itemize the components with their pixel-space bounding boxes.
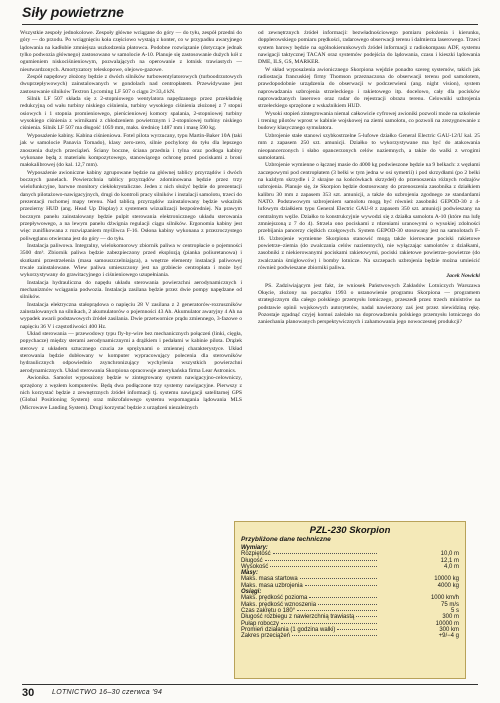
spec-value: 300 km	[439, 626, 459, 633]
dot-leader	[305, 585, 377, 586]
spec-value: 300 m	[442, 614, 459, 621]
dot-leader	[270, 566, 377, 567]
article-paragraph: od zewnętrznych źródeł informacji: bezwładnościowego pomiaru położenia i kierunku, dopplerowskiego pomiaru prędkości, radarowego obserwacji terenu i dalmierza laserowego. Trzeci system barowy będzie na ogólnokierunkowych źródeł informacji z radiokompasu ADF, systemu nawigacji taktycznej TACAN oraz systemów podejścia do lądowania, czasu i kieszki lądowania DME, ILS, GS, MARKER.	[258, 30, 480, 66]
article-paragraph: Instalacja hydrauliczna do napędu układu sterowania powierzchni aerodynamicznych i mechanizmów wciągania podwozia. Instalacja zasilana będzie przez dwie pompy napędzane od silników.	[20, 279, 242, 301]
spec-value: 4,0 m	[443, 563, 459, 570]
article-paragraph: Instalacja paliwowa. Integralny, wielokomorowy zbiornik paliwa w centropłacie o pojemności 3500 dm³. Zbiornik paliwa będzie zabezpieczony przed eksplozją (pianka poliuretanowa) i skutkami przestrzelenia (masa samouszczelniająca), a wnętrze elementy instalacji paliwowej trwale zainstalowane. Wlew paliwa umieszczony jest na grzbiecie centropłata i może być wykorzystywany do grawitacyjnego i ciśnieniowego uzupełniania.	[20, 242, 242, 279]
spec-label: Maks. masa uzbrojenia	[241, 582, 303, 589]
dot-leader	[356, 616, 377, 617]
spec-label: Długość rozbiegu z nawierzchnią trawiastą	[241, 614, 355, 621]
dot-leader	[273, 553, 377, 554]
spec-label: Masy:	[241, 570, 259, 577]
dot-leader	[300, 578, 377, 579]
dot-leader	[309, 597, 377, 598]
spec-value: 75 m/s	[440, 601, 459, 608]
spec-label: Osiągi:	[241, 589, 262, 596]
spec-label: Zakres przeciążeń	[241, 633, 291, 640]
spec-value: 10000 m	[435, 620, 459, 627]
article-column-left	[20, 30, 242, 412]
spec-label: Promień działania (1 godzina walki)	[241, 626, 336, 633]
page-number: 30	[22, 687, 35, 699]
specs-subtitle: Przybliżone dane techniczne	[241, 536, 331, 543]
spec-value: 1000 km/h	[430, 595, 459, 602]
article-paragraph: Wysoki stopień zintegrowania niemal całkowicie cyfrowej awioniki pozwoli może na szkolenie i trening pilotów wprost w kabinie wojskowej na ziemi samolotu, co pozwoli na zrezygnowanie z budowy klasycznego symulatora.	[258, 110, 480, 132]
specs-row	[241, 633, 459, 639]
spec-value: 12,1 m	[440, 557, 459, 564]
article-paragraph: Zespół napędowy złożony będzie z dwóch silników turbowentylatorowych (turboodrzutowych dwuprzepływowych) zainstalowanych w gondolach nad centropłatem. Przewidywane jest zastosowanie silników Textron Lycoming LF 507 o ciągu 2×33,4 kN.	[20, 74, 242, 95]
page-header	[22, 4, 478, 25]
dot-leader	[297, 610, 377, 611]
article-paragraph: Wszystkie zespoły jednokolowe. Zespoły główne wciągane do góry — do tyłu, zespół przedni do góry — do przodu. Po wciągnięciu koła częściowo wystają z konter, co w przypadku awaryjnego lądowania na kadłubie zmniejsza uszkodzenia płatowca. Podobne rozwiązanie (dotyczące jednak tylko podwozia głównego) zastosowano w samolocie A-10. Planuje się zastosowanie dużych kół z ogumieniem niskociśnieniowym, pozwalających na operowanie z lotnisk trawiastych — nieutwardzonych. Amortyzatory teleskopowe, olejowo-gazowe.	[20, 30, 242, 73]
article-paragraph: Wyposażenie awioniczne kabiny zgrupowane będzie na głównej tablicy przyrządów i dwóch bocznych panelach. Powierzchnia tablicy przyrządów zdominowana będzie przez trzy wielofunkcyjne, barwne monitory ciekłokrystaliczne. Jeden z nich służyć będzie do prezentacji danych pilotażowo-nawigacyjnych, drugi do kontroli pracy silników i instalacji samolotu, trzeci do prezentacji ruchomej mapy terenu. Nad tablicą przyrządów zainstalowany będzie wskaźnik przezierny HUD (ang. Head Up Display) z systemem wizualizacji bezpośredniej. Na prawym bocznym panelu zainstalowany będzie pulpit sterowania elektronicznego układu sterowania przepływowego, a na lewym panelu dźwignia regulacji ciągu silników. Ergonomia kabiny jest więc zunifikowana z rozwiązaniem myśliwca F-16. Osłona kabiny wykonana z przezroczystego poliwęglanu otwierana jest do góry — do tyłu.	[20, 169, 242, 242]
spec-value: 10000 kg	[434, 576, 459, 583]
spec-label: Rozpiętość	[241, 551, 271, 558]
article-paragraph: Uzbrojenie stałe stanowi szybkostrzelne 5-lufowe działko General Electric GAU-12/U kal. 25 mm z zapasem 250 szt. amunicji. Działko to wykorzystywane ma być do atakowania nieopancerzonych i słabo opancerzonych celów naziemnych, a także do walki z wrogimi samolotami.	[258, 132, 480, 161]
spec-label: Wymiary:	[241, 545, 268, 551]
spec-value: 10,0 m	[440, 551, 459, 558]
technical-data-box	[234, 521, 466, 679]
dot-leader	[318, 604, 377, 605]
spec-value: 4000 kg	[437, 582, 459, 589]
dot-leader	[281, 623, 377, 624]
dot-leader	[292, 635, 377, 636]
specs-table	[241, 545, 459, 639]
article-column-right	[258, 30, 480, 327]
article-paragraph: W skład wyposażenia awionicznego Skorpiona wejdzie ponadto szereg systemów, takich jak radiostacja francuskiej firmy Thomson przeznaczona do obserwacji terenu pod samolotem, prawdopodobnie urządzenia do obserwacji w podczerwieni (ang. night vision), system naprowadzania uzbrojenia strzeleckiego i rakietowego itp. docelowo, cały dla pocisków naprowadzanych laserowo oraz radar do rejestracji obrazu terenu. Celowniki uzbrojenia strzeleckiego sprzężone z wskaźnikiem HUD.	[258, 66, 480, 110]
dot-leader	[337, 629, 377, 630]
page-footer	[22, 684, 478, 699]
spec-label: Pułap roboczy	[241, 620, 280, 627]
spec-label: Maks. prędkość pozioma	[241, 595, 308, 602]
specs-title: PZL-230 Skorpion	[309, 525, 391, 536]
article-paragraph: Silnik LF 507 składa się z 2-stopniowego wentylatora napędzanego przez przekładnię redukcyjną od wału turbiny niskiego ciśnienia, turbiny wysokiego ciśnienia złożonej z 7 stopni osiowych i 1 stopnia promieniowego, pierścieniowej komory spalania, 2-stopniowej turbiny wysokiego ciśnienia z wirnikami z chłodzeniem powietrznym i 2-stopniowej turbiny niskiego ciśnienia. Silnik LF 507 ma długość 1059 mm, maks. średnicę 1487 mm i masę 590 kg.	[20, 96, 242, 132]
article-paragraph: Awionika. Samolot wyposażony będzie w zintegrowany system nawigacyjno-celowniczy, sprzężony z węzłem komputerów. Będą dwa podłączone trzy systemy nawigacyjne. Pierwszy z nich korzystać będzie z zewnętrznych źródeł informacji tj. systemu nawigacji satelitarnej GPS (Global Positioning System) oraz mikrofalowego systemu wspomagania lądowania MLS (Microwave Landing System). Drugi korzystać będzie z urządzeń niezależnych	[20, 375, 242, 411]
spec-label: Czas zakrętu o 180°	[241, 607, 296, 614]
spec-label: Wysokość	[241, 563, 269, 570]
article-author: Jacek Nowicki	[446, 273, 480, 280]
article-paragraph: PS. Zadziwiającym jest fakt, że wniosek Państwowych Zakładów Lotniczych Warszawa Okęcie, złożony na początku 1993 o ustanowienie programu Skorpiona — programem strategicznym dla całego polskiego przemysłu lotniczego, przeszedł przez trzech ministrów na podstawie opinii wojskowych autorytetów, nadal nawierzony zaś jest przez niewidziną rękę. Pozostaje zgadnąć czyjej komuś zależało na doprowadzeniu polskiego przemysłu lotniczego do zaniechania planowanych perspektywicznych i zahamowania jego nowoczesnej produkcji?	[258, 282, 480, 326]
article-paragraph: Instalacja elektryczna stałoprądowa o napięciu 28 V zasilana z 2 generatorów-rozruszników zainstalowanych na silnikach, 2 akumulatorów o pojemności 43 Ah. Akumulator awaryjny 4 Ah na wypadek awarii podstawowych źródeł zasilania. Dwie przetwornice prądu zmiennego, 3-fazowe o napięciu 36 V i częstotliwości 400 Hz.	[20, 301, 242, 330]
spec-label: Długość	[241, 557, 263, 564]
section-title: Siły powietrzne	[22, 4, 124, 20]
article-paragraph: Układ sterowania — przewodowy typu fly-by-wire bez mechanicznych połączeń (linki, cięgła, popychacze) między sterami aerodynamicznymi a drążkiem i pedałami w kabinie pilota. Drążek sterowy z układem sztucznego czucia ze sprężynami o zmiennej charakterystyce. Układ sterowania będzie dubłowany w komputer wypracowujący polecenia dla sterowników hydraulicznych odpowiednio zsynchronizujący wychylenia wszystkich powierzchni aerodynamicznych. Układ sterowania Skorpiona opracowuje amerykańska firma Lear Astronics.	[20, 331, 242, 374]
spec-label: Maks. prędkość wznoszenia	[241, 601, 317, 608]
spec-label: Maks. masa startowa	[241, 576, 298, 583]
article-paragraph: Uzbrojenie wymienne o łącznej masie do 4000 kg podwieszone będzie na 9 belkach: z węzłami zaczepowymi pod centropłatem (3 belki w tym jedna w osi symetrii) i pod skrzydłami (po 2 belki na każdym skrzydle i 2 skrajne na końcówkach skrzydeł) do przenoszenia różnych rodzajów uzbrojenia. Planuje się, że Skorpion będzie dostosowany do przenoszenia zasobnika z działkiem kalibru 30 mm z zapasem 353 szt. amunicji, a także do uzbrojenia zgodnego ze standardami NATO. Podstawowym uzbrojeniem samolotu mogą być również zasobniki GEPOD-30 z 4-lufowym działkiem typu General Electric GAU-8 z zapasem 350 szt. amunicji podwieszany na centralnym węźle. Działko to konstrukcyjnie wywodzi się z działka samolotu A-10 (które ma lufę zmniejszoną z 7 do 4). Strzela ono pociskami z rdzeniami uranowymi o wysokiej zdolności przebijania pancerzy ciężkich czołgowych. System GEPOD-30 stosowany jest na samolotach F-16. Uzbrojenie wymienne Skorpiona stanowić mogą także kierowane pociski rakietowe powietrze–ziemia (do zwalczania celów naziemnych), nie wyłączając samolotów z działkami, zasobniki z niekierowanymi pociskami rakietowymi, pociski rakietowe powietrze–powietrze (do zwalczania śmigłowców) i bomby lotnicze. Na szczepach uzbrojenia będzie można umieścić również podwieszane zbiorniki paliwa.	[258, 162, 480, 271]
spec-value: 5 s	[450, 607, 459, 614]
spec-value: +9/−4 g	[438, 633, 459, 640]
article-paragraph: Wyposażenie kabiny. Kabina ciśnieniowa. Fotel pilota wyrzucany, typu Martin-Baker 10A (taki jak w samolocie Panavia Tornado), klasy zero-zero, silnie pochylony do tyłu dla lepszego znoszenia dużych przeciążeń. Ściany boczne, ściana przednia i tylna oraz podłoga kabiny wykonane będą z materiału kompozytowego, stanowiącego ochronę przed pociskami z broni małokalibrowej (do kal. 12,7 mm).	[20, 132, 242, 169]
magazine-issue: LOTNICTWO 16–30 czerwca '94	[52, 689, 163, 696]
dot-leader	[265, 560, 377, 561]
